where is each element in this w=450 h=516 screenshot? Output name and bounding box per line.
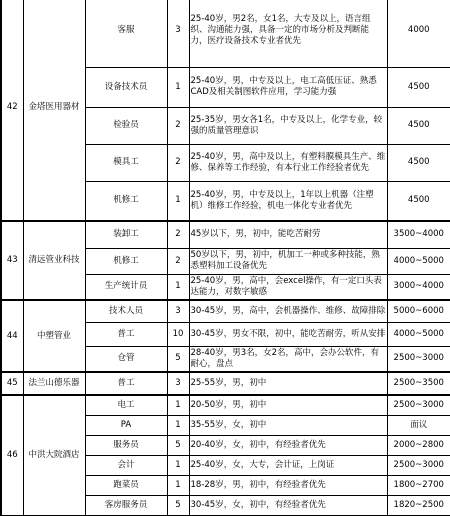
salary: 4500 bbox=[387, 181, 450, 221]
company-name: 法兰山德乐器 bbox=[23, 372, 85, 395]
position-name: 机修工 bbox=[85, 248, 167, 274]
position-name: 客服 bbox=[85, 0, 167, 67]
salary: 2500~3500 bbox=[387, 372, 450, 395]
requirements: 25-55岁，男，初中 bbox=[189, 372, 387, 395]
requirements: 30-45岁，女，初中，有经验者优先 bbox=[189, 495, 387, 515]
company-number: 42 bbox=[1, 0, 23, 221]
position-name: 跑菜员 bbox=[85, 475, 167, 495]
table-row bbox=[1, 372, 450, 395]
company-number: 43 bbox=[1, 221, 23, 300]
position-name: 仓管 bbox=[85, 346, 167, 372]
table-row bbox=[1, 395, 450, 415]
salary: 2500~3000 bbox=[387, 455, 450, 475]
requirements: 25-40岁，男2名，女1名，大专及以上，语言组织、沟通能力强，具备一定的市场分析及判断能力，医疗设备技术专业者优先 bbox=[189, 0, 387, 67]
position-name: PA bbox=[85, 415, 167, 435]
salary: 4000 bbox=[387, 0, 450, 67]
headcount: 1 bbox=[167, 181, 189, 221]
position-name: 电工 bbox=[85, 395, 167, 415]
requirements: 20-40岁，女，初中，有经验者优先 bbox=[189, 435, 387, 455]
position-name: 服务员 bbox=[85, 435, 167, 455]
salary: 4000~5000 bbox=[387, 248, 450, 274]
requirements: 30-45岁，男，高中，会机器操作、维修、故障排除 bbox=[189, 300, 387, 322]
requirements: 45岁以下，男，初中，能吃苦耐劳 bbox=[189, 221, 387, 248]
salary: 4500 bbox=[387, 107, 450, 144]
headcount: 2 bbox=[167, 144, 189, 181]
headcount: 5 bbox=[167, 346, 189, 372]
salary: 面议 bbox=[387, 415, 450, 435]
requirements: 30-45岁，男女不限，初中，能吃苦耐劳，听从安排 bbox=[189, 322, 387, 346]
position-name: 装卸工 bbox=[85, 221, 167, 248]
requirements: 25-40岁，女，大专，会计证，上岗证 bbox=[189, 455, 387, 475]
headcount: 2 bbox=[167, 221, 189, 248]
salary: 2500~3000 bbox=[387, 346, 450, 372]
headcount: 1 bbox=[167, 415, 189, 435]
company-number: 46 bbox=[1, 395, 23, 515]
salary: 1820~2500 bbox=[387, 495, 450, 515]
position-name: 技术人员 bbox=[85, 300, 167, 322]
requirements: 25-40岁，男，中专及以上，1年以上机器（注塑机）维修工作经验，机电一体化专业者优先 bbox=[189, 181, 387, 221]
headcount: 1 bbox=[167, 455, 189, 475]
salary: 4500 bbox=[387, 67, 450, 107]
salary: 3500~4000 bbox=[387, 221, 450, 248]
salary: 5000~6000 bbox=[387, 300, 450, 322]
salary: 1800~2700 bbox=[387, 475, 450, 495]
requirements: 25-40岁，男，高中及以上，有塑料膜模具生产、维修、保养等工作经验，有本行业工作经验者优先 bbox=[189, 144, 387, 181]
requirements: 25-35岁，男女各1名，中专及以上，化学专业，较强的质量管理意识 bbox=[189, 107, 387, 144]
position-name: 客房服务员 bbox=[85, 495, 167, 515]
company-number: 45 bbox=[1, 372, 23, 395]
requirements: 35-55岁，女，初中 bbox=[189, 415, 387, 435]
position-name: 生产统计员 bbox=[85, 274, 167, 300]
position-name: 普工 bbox=[85, 372, 167, 395]
position-name: 设备技术员 bbox=[85, 67, 167, 107]
salary: 4500 bbox=[387, 144, 450, 181]
position-name: 检验员 bbox=[85, 107, 167, 144]
position-name: 普工 bbox=[85, 322, 167, 346]
company-name: 金塔医用器材 bbox=[23, 0, 85, 221]
headcount: 5 bbox=[167, 435, 189, 455]
headcount: 5 bbox=[167, 495, 189, 515]
headcount: 3 bbox=[167, 300, 189, 322]
headcount: 3 bbox=[167, 372, 189, 395]
headcount: 1 bbox=[167, 274, 189, 300]
headcount: 2 bbox=[167, 107, 189, 144]
company-name: 中塑管业 bbox=[23, 300, 85, 372]
salary: 2500~3000 bbox=[387, 395, 450, 415]
company-name: 中洪大院酒店 bbox=[23, 395, 85, 515]
headcount: 2 bbox=[167, 248, 189, 274]
requirements: 25-40岁，男，高中，会excel操作，有一定口头表达能力，对数字敏感 bbox=[189, 274, 387, 300]
requirements: 18-28岁，男，初中，有经验者优先 bbox=[189, 475, 387, 495]
headcount: 1 bbox=[167, 395, 189, 415]
headcount: 1 bbox=[167, 67, 189, 107]
requirements: 25-40岁，男，中专及以上，电工高低压证、熟悉CAD及相关制图软件应用，学习能力强 bbox=[189, 67, 387, 107]
requirements: 50岁以下，男，初中，机加工一种或多种技能，熟悉塑料加工设备优先 bbox=[189, 248, 387, 274]
position-name: 会计 bbox=[85, 455, 167, 475]
requirements: 28-40岁，男3名，女2名，高中，会办公软件，有耐心，盘点 bbox=[189, 346, 387, 372]
salary: 2000~2800 bbox=[387, 435, 450, 455]
position-name: 机修工 bbox=[85, 181, 167, 221]
table-row bbox=[1, 0, 450, 67]
salary: 4000~5000 bbox=[387, 322, 450, 346]
table-row bbox=[1, 221, 450, 248]
table-row bbox=[1, 300, 450, 322]
position-name: 模具工 bbox=[85, 144, 167, 181]
headcount: 1 bbox=[167, 475, 189, 495]
requirements: 20-50岁，男，初中 bbox=[189, 395, 387, 415]
headcount: 3 bbox=[167, 0, 189, 67]
company-number: 44 bbox=[1, 300, 23, 372]
company-name: 清远管业科技 bbox=[23, 221, 85, 300]
headcount: 10 bbox=[167, 322, 189, 346]
salary: 3000~4000 bbox=[387, 274, 450, 300]
